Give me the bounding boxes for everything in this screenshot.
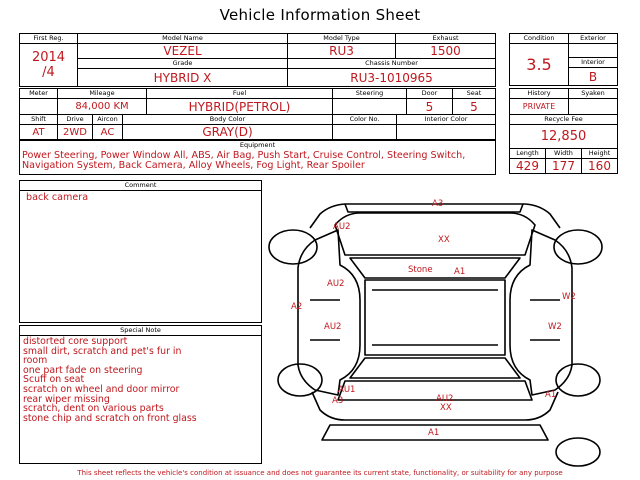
equipment-label: Equipment	[239, 141, 276, 149]
history-grid	[509, 88, 618, 115]
vehicle-info-grid-1	[19, 33, 496, 87]
wheel-rear-left	[278, 364, 322, 396]
chassis-value: RU3-1010965	[288, 69, 496, 87]
mark-a1-glass: A1	[454, 267, 466, 277]
special-note-line: stone chip and scratch on front glass	[23, 412, 197, 424]
interior-color-label: Interior Color	[397, 115, 496, 125]
width-value: 177	[546, 159, 582, 174]
body-color-label: Body Color	[123, 115, 333, 125]
body-color-value: GRAY(D)	[123, 125, 333, 140]
recycle-dimension-grid	[509, 114, 618, 174]
spare-tire	[556, 438, 600, 466]
height-value: 160	[582, 159, 618, 174]
comment-text: back camera	[26, 192, 89, 203]
equipment-box	[19, 140, 496, 175]
first-reg-label: First Reg.	[20, 34, 78, 44]
syaken-value	[569, 99, 618, 115]
door-value: 5	[407, 99, 453, 115]
door-label: Door	[407, 89, 453, 99]
first-reg-year: 2014	[31, 50, 66, 65]
shift-label: Shift	[20, 115, 58, 125]
special-note-list	[20, 336, 261, 424]
mark-xx-bottom: XX	[440, 403, 452, 413]
special-note-label: Special Note	[20, 326, 261, 336]
condition-value: 3.5	[510, 44, 569, 86]
rear-hatch-outline	[338, 381, 532, 400]
interior-color-value	[397, 125, 496, 140]
mileage-label: Mileage	[58, 89, 147, 99]
grade-value: HYBRID X	[78, 69, 288, 87]
condition-label: Condition	[510, 34, 569, 44]
grade-label: Grade	[78, 59, 288, 69]
vehicle-info-grid-2	[19, 88, 496, 115]
special-note-line: distorted core support	[23, 336, 128, 347]
mark-au2-left: AU2	[327, 279, 345, 289]
interior-label: Interior	[569, 58, 618, 68]
vehicle-info-grid-3	[19, 114, 496, 140]
color-no-value	[333, 125, 397, 140]
mark-a1-bottom: A1	[428, 428, 440, 438]
height-label: Height	[582, 149, 618, 159]
history-label: History	[510, 89, 569, 99]
length-value: 429	[510, 159, 546, 174]
special-note-box	[19, 325, 262, 464]
syaken-label: Syaken	[569, 89, 618, 99]
color-no-label: Color No.	[333, 115, 397, 125]
fuel-label: Fuel	[147, 89, 333, 99]
model-type-value: RU3	[288, 44, 396, 59]
meter-label: Meter	[20, 89, 58, 99]
right-door-lines	[530, 300, 560, 340]
mark-xx-front: XX	[438, 235, 450, 245]
mark-a3-top: A3	[432, 199, 444, 209]
model-type-label: Model Type	[288, 34, 396, 44]
hood-outline	[335, 213, 535, 255]
sheet-title: Vehicle Information Sheet	[219, 6, 421, 24]
special-note-line: small dirt, scratch and pet's fur in	[23, 345, 182, 357]
first-reg-month: /4	[42, 65, 55, 80]
length-label: Length	[510, 149, 546, 159]
model-name-label: Model Name	[78, 34, 288, 44]
width-label: Width	[546, 149, 582, 159]
comment-label: Comment	[20, 181, 261, 191]
mark-w2-door: W2	[548, 322, 562, 332]
mark-au2-front-left: AU2	[333, 222, 351, 232]
mark-a3-rear: A3	[332, 396, 344, 406]
equipment-text: Power Steering, Power Window All, ABS, Air Bag, Push Start, Cruise Control, Steering Switch, Navigation System, Back Camera, Alloy Wheels, Fog Light, Rear Spoiler	[22, 150, 466, 171]
wheel-rear-right	[556, 364, 600, 396]
rear-glass-outline	[350, 358, 520, 378]
special-note-line: scratch, dent on various parts	[23, 403, 164, 415]
exterior-value	[569, 44, 618, 58]
chassis-label: Chassis Number	[288, 59, 496, 69]
interior-value: B	[569, 68, 618, 86]
left-door-lines	[310, 300, 340, 340]
exterior-label: Exterior	[569, 34, 618, 44]
car-damage-diagram	[262, 178, 634, 470]
mark-a1-rear-right: A1	[545, 390, 557, 400]
rear-bumper-outline	[312, 392, 558, 420]
model-name-value: VEZEL	[78, 44, 288, 59]
windshield-outline	[350, 258, 520, 278]
disclaimer-footer: This sheet reflects the vehicle's condition at issuance and does not guarantee its current state, functionality, or suitability for any purpose	[77, 469, 563, 477]
first-reg-value	[20, 44, 78, 87]
mark-stone: Stone	[408, 265, 433, 275]
seat-label: Seat	[453, 89, 496, 99]
steering-label: Steering	[333, 89, 407, 99]
exhaust-label: Exhaust	[396, 34, 496, 44]
exhaust-value: 1500	[396, 44, 496, 59]
special-note-line: Scuff on seat	[23, 374, 85, 386]
condition-grid	[509, 33, 618, 86]
special-note-line: scratch on wheel and door mirror	[23, 383, 180, 395]
recycle-fee-value: 12,850	[510, 125, 618, 149]
mark-au1-rear: AU1	[338, 385, 356, 395]
roof-rails	[372, 290, 498, 345]
drive-value: 2WD	[58, 125, 93, 140]
fuel-value: HYBRID(PETROL)	[147, 99, 333, 115]
comment-box	[19, 180, 262, 323]
aircon-value: AC	[93, 125, 123, 140]
seat-value: 5	[453, 99, 496, 115]
mileage-value: 84,000 KM	[58, 99, 147, 115]
wheel-front-right	[554, 230, 602, 264]
steering-value	[333, 99, 407, 115]
wheel-front-left	[269, 230, 317, 264]
mark-au2-bottom: AU2	[436, 394, 454, 404]
roof-outline	[365, 280, 505, 355]
history-value: PRIVATE	[510, 99, 569, 115]
special-note-line: one part fade on steering	[23, 364, 143, 376]
aircon-label: Aircon	[93, 115, 123, 125]
mark-a2-left: A2	[291, 302, 303, 312]
drive-label: Drive	[58, 115, 93, 125]
special-note-line: rear wiper missing	[23, 393, 110, 405]
mark-w2-right: W2	[562, 292, 576, 302]
mark-au2-door: AU2	[324, 322, 342, 332]
meter-value	[20, 99, 58, 115]
special-note-line: room	[23, 355, 48, 367]
recycle-fee-label: Recycle Fee	[510, 115, 618, 125]
shift-value: AT	[20, 125, 58, 140]
